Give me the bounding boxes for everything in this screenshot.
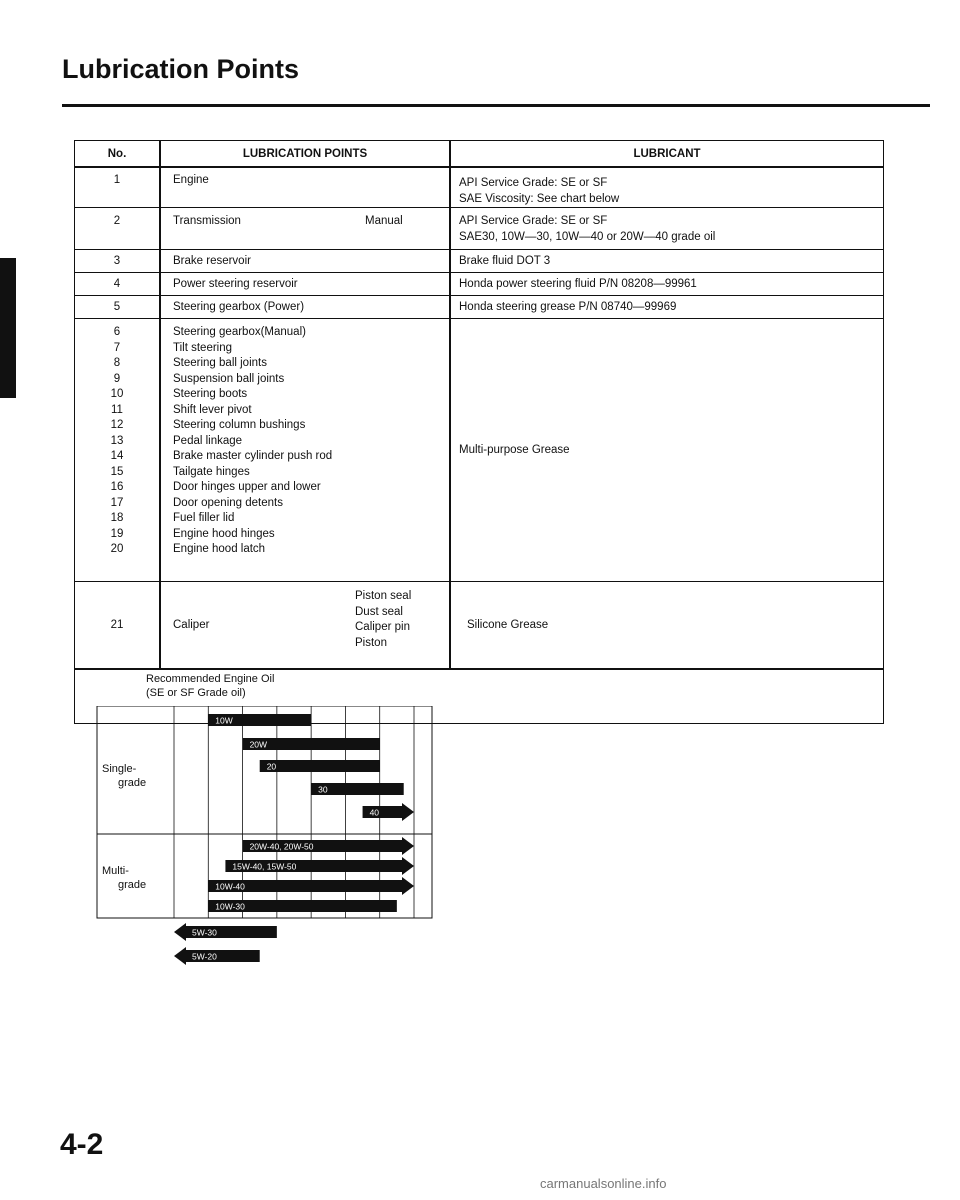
lubrication-point: Steering boots bbox=[173, 388, 248, 400]
row-number: 11 bbox=[111, 403, 123, 416]
row-number: 1 bbox=[113, 174, 121, 186]
group-label: Multi- bbox=[102, 865, 129, 877]
caliper-part: Piston seal bbox=[355, 590, 412, 602]
lubrication-point: Transmission bbox=[173, 215, 241, 227]
row-number: 3 bbox=[113, 255, 121, 267]
viscosity-bar-label: 20W bbox=[249, 739, 268, 750]
row-sep bbox=[75, 166, 883, 168]
lubrication-point: Shift lever pivot bbox=[173, 403, 252, 416]
row-number: 12 bbox=[110, 419, 124, 431]
lubrication-point: Steering gearbox (Power) bbox=[173, 301, 305, 313]
lubrication-table bbox=[74, 140, 884, 724]
viscosity-bar-label: 15W-40, 15W-50 bbox=[232, 861, 297, 872]
section-tab-marker bbox=[0, 258, 16, 398]
header-lubricant: LUBRICANT bbox=[633, 148, 701, 160]
row-number: 17 bbox=[110, 496, 124, 509]
lubrication-point: Brake reservoir bbox=[173, 255, 251, 267]
lubricant-spec: Honda steering grease P/N 08740—99969 bbox=[459, 301, 677, 313]
viscosity-bar-label: 5W-30 bbox=[192, 927, 217, 938]
row-number: 7 bbox=[113, 341, 121, 354]
lubrication-point: Engine bbox=[173, 174, 209, 186]
caliper-part: Dust seal bbox=[355, 605, 403, 618]
viscosity-bar-label: 20 bbox=[266, 761, 277, 772]
viscosity-bar-label: 10W-40 bbox=[215, 881, 245, 892]
lubrication-point: Suspension ball joints bbox=[173, 372, 285, 385]
col-sep-points bbox=[449, 141, 451, 669]
lubricant-spec bbox=[459, 214, 715, 245]
row-sep bbox=[75, 249, 883, 250]
lubrication-point: Steering ball joints bbox=[173, 357, 267, 369]
header-no: No. bbox=[107, 148, 127, 160]
viscosity-bar-label: 20W-40, 20W-50 bbox=[249, 841, 314, 852]
col-sep-no bbox=[159, 141, 161, 669]
lubrication-point-note: Manual bbox=[365, 215, 403, 227]
lubrication-point: Pedal linkage bbox=[173, 434, 243, 447]
engine-oil-viscosity-grid bbox=[96, 706, 456, 976]
page-number: 4-2 bbox=[60, 1128, 104, 1161]
caliper-part: Piston bbox=[355, 636, 387, 649]
chart-subtitle: (SE or SF Grade oil) bbox=[146, 687, 246, 699]
viscosity-bar-label: 10W-30 bbox=[215, 901, 245, 912]
chart-title: Recommended Engine Oil bbox=[146, 673, 275, 685]
lubrication-point: Engine hood hinges bbox=[173, 527, 275, 540]
row-number: 5 bbox=[113, 301, 121, 313]
grease-lubrication-points bbox=[173, 325, 332, 558]
row-number: 15 bbox=[110, 465, 124, 478]
group-label: Single- bbox=[102, 763, 137, 775]
page-title: Lubrication Points bbox=[62, 54, 300, 84]
row-sep bbox=[75, 318, 883, 319]
viscosity-bar-label: 5W-20 bbox=[192, 951, 217, 962]
row-number: 14 bbox=[110, 450, 124, 462]
lubrication-point: Fuel filler lid bbox=[173, 512, 235, 524]
row-number: 9 bbox=[113, 372, 121, 385]
row-sep bbox=[75, 207, 883, 208]
header-lubrication-points: LUBRICATION POINTS bbox=[242, 148, 368, 160]
row-number: 4 bbox=[113, 278, 121, 290]
caliper-part: Caliper pin bbox=[355, 621, 410, 633]
lubrication-point: Door hinges upper and lower bbox=[173, 481, 321, 493]
row-number: 10 bbox=[110, 388, 124, 400]
lubricant-spec: Silicone Grease bbox=[467, 619, 549, 631]
viscosity-bar-label: 40 bbox=[369, 807, 380, 818]
group-label: grade bbox=[118, 777, 147, 789]
row-number: 21 bbox=[110, 619, 124, 631]
row-sep bbox=[75, 295, 883, 296]
lubricant-spec: Honda power steering fluid P/N 08208—99961 bbox=[459, 278, 697, 290]
lubrication-point: Tilt steering bbox=[173, 341, 233, 354]
group-label: grade bbox=[118, 879, 147, 891]
row-sep bbox=[75, 581, 883, 582]
row-number: 13 bbox=[110, 434, 124, 447]
caliper-parts bbox=[355, 589, 411, 651]
lubricant-line: SAE30, 10W—30, 10W—40 or 20W—40 grade oil bbox=[459, 230, 716, 243]
lubrication-point: Engine hood latch bbox=[173, 543, 266, 555]
viscosity-bar-label: 30 bbox=[318, 784, 328, 795]
row-number: 19 bbox=[110, 527, 124, 540]
lubricant-spec: Multi-purpose Grease bbox=[459, 444, 570, 456]
row-number: 6 bbox=[113, 326, 121, 338]
viscosity-bar bbox=[260, 760, 380, 772]
lubrication-point: Door opening detents bbox=[173, 496, 283, 509]
lubrication-point: Brake master cylinder push rod bbox=[173, 450, 333, 462]
viscosity-bar-label: 10W bbox=[215, 715, 233, 726]
title-underline bbox=[62, 104, 930, 107]
watermark-url: carmanualsonline.info bbox=[540, 1176, 667, 1191]
viscosity-bar bbox=[174, 923, 277, 941]
lubrication-point: Caliper bbox=[173, 619, 210, 631]
lubrication-point: Steering column bushings bbox=[173, 419, 306, 431]
lubrication-point: Power steering reservoir bbox=[173, 278, 298, 290]
lubrication-point: Steering gearbox(Manual) bbox=[173, 326, 306, 338]
lubricant-line: SAE Viscosity: See chart below bbox=[459, 192, 620, 205]
lubricant-line: API Service Grade: SE or SF bbox=[459, 215, 608, 227]
row-sep bbox=[75, 272, 883, 273]
grease-row-numbers bbox=[75, 325, 159, 558]
row-number: 20 bbox=[110, 543, 124, 555]
transmission-oil-viscosity-grid bbox=[505, 705, 845, 840]
row-number: 8 bbox=[113, 357, 121, 369]
lubricant-line: API Service Grade: SE or SF bbox=[459, 177, 608, 189]
lubrication-point: Tailgate hinges bbox=[173, 465, 250, 478]
lubricant-spec bbox=[459, 176, 619, 207]
lubricant-spec: Brake fluid DOT 3 bbox=[459, 255, 551, 267]
row-number: 18 bbox=[110, 512, 124, 524]
row-number: 16 bbox=[110, 481, 124, 493]
row-number: 2 bbox=[113, 215, 121, 227]
